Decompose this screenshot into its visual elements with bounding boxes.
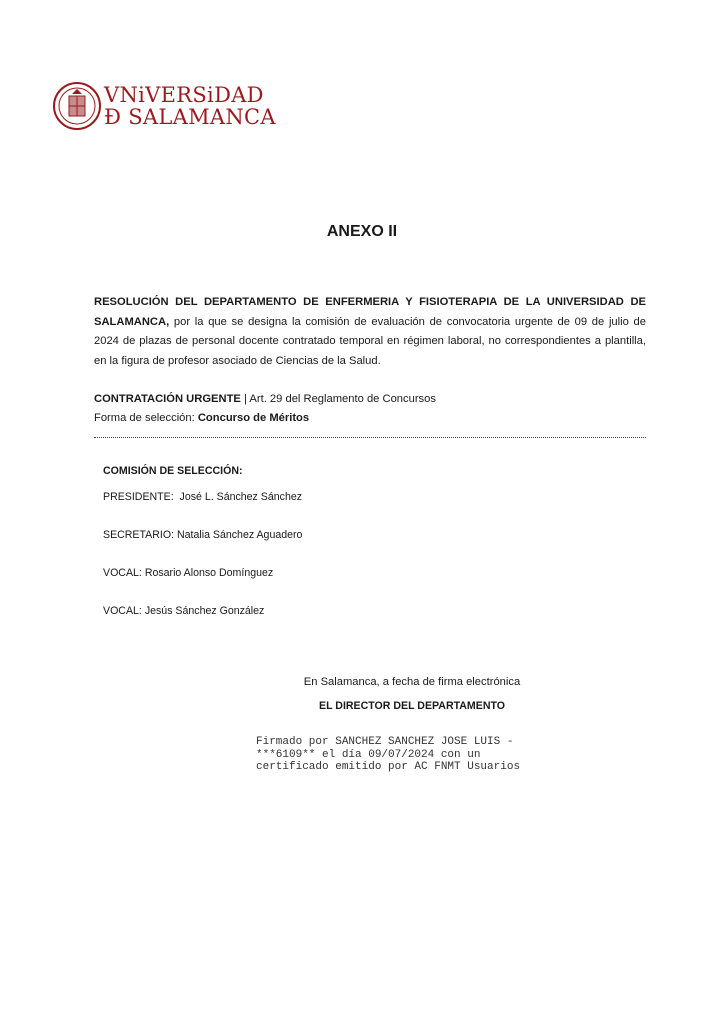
commission-member [103,491,302,529]
selection-label: Forma de selección: [94,412,198,424]
annex-title: ANEXO II [326,223,398,240]
university-seal-icon [52,80,102,132]
commission-member [103,605,302,643]
signature-place-date: En Salamanca, a fecha de firma electrónica [303,676,521,688]
resolution-paragraph [94,293,646,371]
resolution-lead: RESOLUCIÓN DEL DEPARTAMENTO DE ENFERMERIA Y FISIOTERAPIA DE LA UNIVERSIDAD DE SALAMANCA, [94,296,646,328]
member-role: VOCAL: [103,567,142,579]
member-name: Jesús Sánchez González [144,605,265,617]
member-name: Natalia Sánchez Aguadero [176,529,303,541]
selection-value: Concurso de Méritos [197,412,310,424]
member-name: José L. Sánchez Sánchez [179,491,303,503]
contract-separator: | [240,393,250,405]
university-wordmark [104,84,276,128]
selection-line [94,409,436,428]
logo-line-2: Ð SALAMANCA [104,105,276,129]
contract-article: Art. 29 del Reglamento de Concursos [249,393,436,405]
member-role: PRESIDENTE: [103,491,174,503]
member-role: SECRETARIO: [103,529,175,541]
dotted-divider [94,430,646,438]
contract-info [94,390,436,428]
commission-section [103,465,302,643]
member-name: Rosario Alonso Domínguez [144,567,274,579]
logo-line-1: VNiVERSiDAD [104,83,264,107]
signatory-role: EL DIRECTOR DEL DEPARTAMENTO [319,700,505,712]
contract-type-line [94,390,436,409]
university-logo [52,80,276,132]
electronic-signature: Firmado por SANCHEZ SANCHEZ JOSE LUIS - ***6109** el día 09/07/2024 con un certificado emitido por AC FNMT Usuarios [256,736,521,773]
commission-member [103,529,302,567]
commission-member [103,567,302,605]
contract-type: CONTRATACIÓN URGENTE [94,393,241,405]
member-role: VOCAL: [103,605,142,617]
commission-title: COMISIÓN DE SELECCIÓN: [103,465,243,477]
resolution-body: por la que se designa la comisión de evaluación de convocatoria urgente de 09 de julio de 2024 de plazas de personal docente contratado temporal en régimen laboral, no correspondientes a plantilla, en la figura de profesor asociado de Ciencias de la Salud. [94,315,646,367]
